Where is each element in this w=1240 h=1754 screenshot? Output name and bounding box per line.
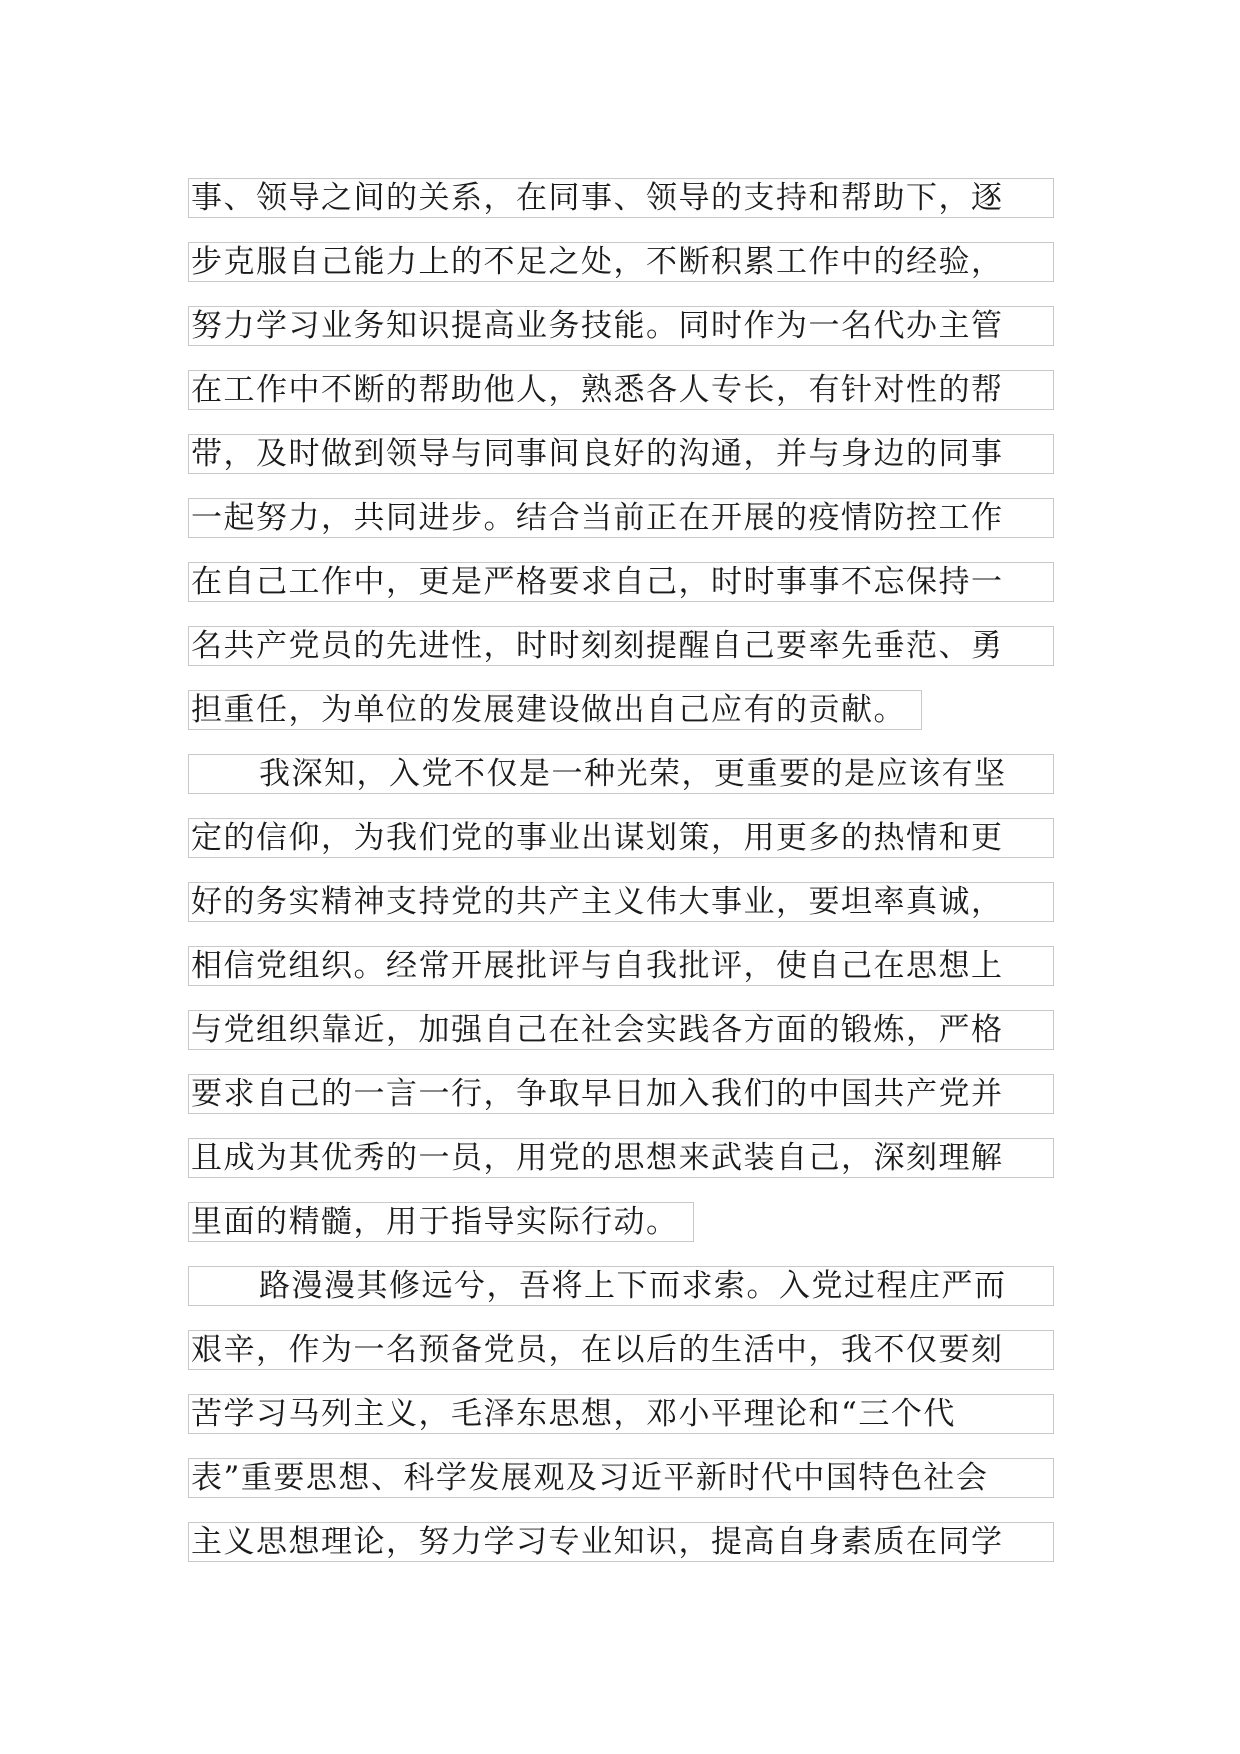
paragraph-start-line: 我深知，入党不仅是一种光荣，更重要的是应该有坚 [188, 754, 1054, 794]
text-line: 定的信仰，为我们党的事业出谋划策，用更多的热情和更 [188, 818, 1054, 858]
text-line: 艰辛，作为一名预备党员，在以后的生活中，我不仅要刻 [188, 1330, 1054, 1370]
text-line: 与党组织靠近，加强自己在社会实践各方面的锻炼，严格 [188, 1010, 1054, 1050]
text-line: 相信党组织。经常开展批评与自我批评，使自己在思想上 [188, 946, 1054, 986]
text-line: 且成为其优秀的一员，用党的思想来武装自己，深刻理解 [188, 1138, 1054, 1178]
text-line: 一起努力，共同进步。结合当前正在开展的疫情防控工作 [188, 498, 1054, 538]
text-line: 名共产党员的先进性，时时刻刻提醒自己要率先垂范、勇 [188, 626, 1054, 666]
text-line: 好的务实精神支持党的共产主义伟大事业，要坦率真诚， [188, 882, 1054, 922]
text-line: 表”重要思想、科学发展观及习近平新时代中国特色社会 [188, 1458, 1054, 1498]
paragraph-start-line: 路漫漫其修远兮，吾将上下而求索。入党过程庄严而 [188, 1266, 1054, 1306]
text-line: 在工作中不断的帮助他人，熟悉各人专长，有针对性的帮 [188, 370, 1054, 410]
text-line: 事、领导之间的关系，在同事、领导的支持和帮助下，逐 [188, 178, 1054, 218]
text-line: 步克服自己能力上的不足之处，不断积累工作中的经验， [188, 242, 1054, 282]
text-line: 要求自己的一言一行，争取早日加入我们的中国共产党并 [188, 1074, 1054, 1114]
text-line: 在自己工作中，更是严格要求自己，时时事事不忘保持一 [188, 562, 1054, 602]
paragraph-end-line: 里面的精髓，用于指导实际行动。 [188, 1202, 694, 1242]
text-line: 努力学习业务知识提高业务技能。同时作为一名代办主管 [188, 306, 1054, 346]
text-line: 苦学习马列主义，毛泽东思想，邓小平理论和“三个代 [188, 1394, 1054, 1434]
text-line: 主义思想理论，努力学习专业知识，提高自身素质在同学 [188, 1522, 1054, 1562]
text-line: 带，及时做到领导与同事间良好的沟通，并与身边的同事 [188, 434, 1054, 474]
paragraph-end-line: 担重任，为单位的发展建设做出自己应有的贡献。 [188, 690, 922, 730]
